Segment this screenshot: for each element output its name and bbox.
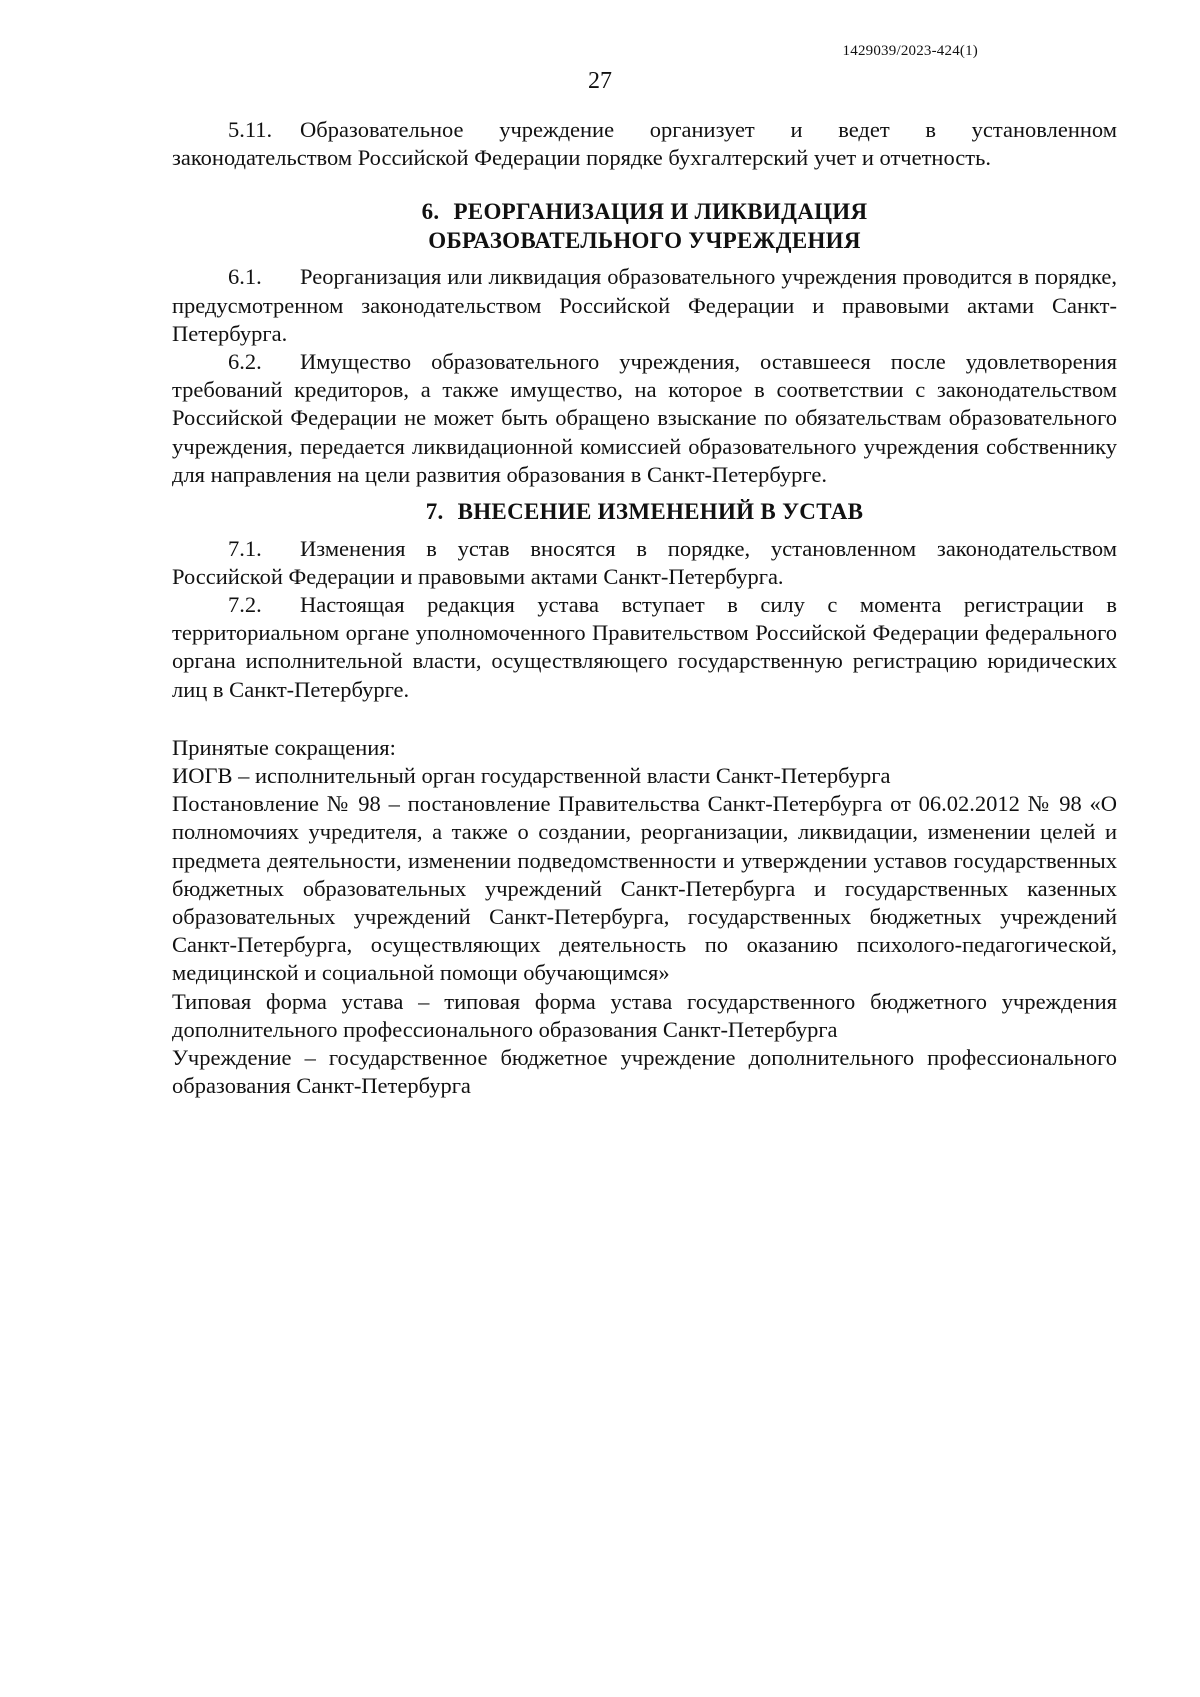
- paragraph-number: 6.1.: [228, 264, 262, 290]
- abbreviation-item: Постановление № 98 – постановление Правительства Санкт-Петербурга от 06.02.2012 № 98 «О полномочиях учредителя, а также о создании, реорганизации, ликвидации, изменении целей и предмета деятельности, изменении подведомственности и утверждении уставов государственных бюджетных образовательных учреждений Санкт-Петербурга и государственных казенных образовательных учреждений Санкт-Петербурга, государственных бюджетных учреждений Санкт-Петербурга, осуществляющих деятельность по оказанию психолого-педагогической, медицинской и социальной помощи обучающимся»: [172, 791, 1117, 986]
- abbreviations-block: [172, 734, 1117, 1101]
- paragraph-6-2: [172, 348, 1117, 489]
- abbreviation-item: ИОГВ – исполнительный орган государственной власти Санкт-Петербурга: [172, 762, 891, 788]
- paragraph-7-2: [172, 591, 1117, 704]
- document-body: [172, 116, 1117, 1100]
- abbreviation-item: Типовая форма устава – типовая форма устава государственного бюджетного учреждения дополнительного профессионального образования Санкт-Петербурга: [172, 988, 1117, 1042]
- paragraph-7-1: [172, 535, 1117, 591]
- section-6-heading: [172, 198, 1117, 255]
- paragraph-text: Имущество образовательного учреждения, оставшееся после удовлетворения требований кредиторов, а также имущество, на которое в соответствии с законодательством Российской Федерации не может быть обращено взыскание по обязательствам образовательного учреждения, передается ликвидационной комиссией образовательного учреждения собственнику для направления на цели развития образования в Санкт-Петербурге.: [172, 349, 1117, 487]
- document-id: 1429039/2023-424(1): [842, 43, 978, 59]
- paragraph-number: 7.1.: [228, 535, 262, 561]
- paragraph-number: 7.2.: [228, 591, 262, 617]
- paragraph-text: Реорганизация или ликвидация образовательного учреждения проводится в порядке, предусмотренном законодательством Российской Федерации и правовыми актами Санкт-Петербурга.: [172, 264, 1117, 346]
- section-7-heading: [172, 498, 1117, 527]
- paragraph-text: Образовательное учреждение организует и ведет в установленном законодательством Российской Федерации порядке бухгалтерский учет и отчетность.: [172, 117, 1117, 171]
- abbreviation-item: Учреждение – государственное бюджетное учреждение дополнительного профессионального образования Санкт-Петербурга: [172, 1044, 1117, 1099]
- section-title-line1: РЕОРГАНИЗАЦИЯ И ЛИКВИДАЦИЯ: [453, 199, 868, 225]
- section-number: 7.: [425, 499, 444, 525]
- paragraph-number: 6.2.: [228, 349, 262, 375]
- paragraph-number: 5.11.: [228, 117, 273, 142]
- section-title-line2: ОБРАЗОВАТЕЛЬНОГО УЧРЕЖДЕНИЯ: [428, 227, 861, 253]
- section-title: ВНЕСЕНИЕ ИЗМЕНЕНИЙ В УСТАВ: [457, 499, 864, 525]
- paragraph-5-11: [172, 116, 1117, 172]
- paragraph-text: Изменения в устав вносятся в порядке, установленном законодательством Российской Федерации и правовыми актами Санкт-Петербурга.: [172, 535, 1117, 589]
- abbreviations-heading: Принятые сокращения:: [172, 734, 396, 760]
- page-number: 27: [588, 68, 612, 94]
- section-number: 6.: [421, 199, 440, 225]
- paragraph-text: Настоящая редакция устава вступает в силу с момента регистрации в территориальном органе уполномоченного Правительством Российской Федерации федерального органа исполнительной власти, осуществляющего государственную регистрацию юридических лиц в Санкт-Петербурге.: [172, 591, 1117, 702]
- paragraph-6-1: [172, 263, 1117, 348]
